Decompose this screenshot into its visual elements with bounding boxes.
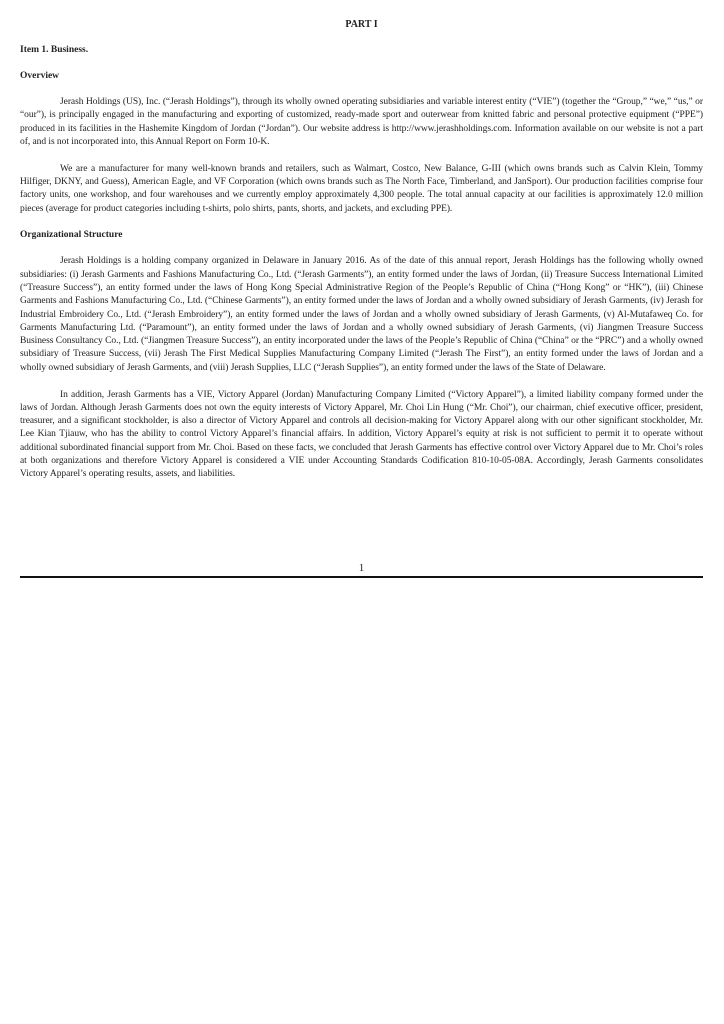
part-title: PART I — [345, 19, 378, 30]
document-page — [20, 18, 703, 495]
item-heading: Item 1. Business. — [20, 45, 89, 55]
page-footer — [20, 562, 703, 578]
section-heading-organizational-structure: Organizational Structure — [20, 230, 123, 241]
page-number: 1 — [358, 562, 365, 574]
org-structure-paragraph-2: In addition, Jerash Garments has a VIE, Victory Apparel (Jordan) Manufacturing Company Limited (“Victory Apparel”), a limited liability company formed under the laws of Jordan. Although Jerash Garments does not own the equity interests of Victory Apparel, Mr. Choi Lin Hung (“Mr. Choi”), our chairman, chief executive officer, president, treasurer, and a significant stockholder, is also a director of Victory Apparel and controls all decision-making for Victory Apparel along with our other significant stockholder, Mr. Lee Kian Tjiauw, who has the ability to control Victory Apparel’s financial affairs. In addition, Victory Apparel’s equity at risk is not sufficient to permit it to operate without additional subordinated financial support from Mr. Choi. Based on these facts, we concluded that Jerash Garments has effective control over Victory Apparel due to Mr. Choi’s roles at both organizations and therefore Victory Apparel is considered a VIE under Accounting Standards Codification 810-10-05-08A. Accordingly, Jerash Garments consolidates Victory Apparel’s operating results, assets, and liabilities. — [20, 389, 703, 480]
footer-divider — [20, 576, 703, 578]
overview-paragraph-1: Jerash Holdings (US), Inc. (“Jerash Holdings”), through its wholly owned operating subsidiaries and variable interest entity (“VIE”) (together the “Group,” “we,” “us,” or “our”), is principally engaged in the manufacturing and exporting of customized, ready-made sport and outerwear from knitted fabric and personal protective equipment (“PPE”) produced in its facilities in the Hashemite Kingdom of Jordan (“Jordan”). Our website address is http://www.jerashholdings.com. Information available on our website is not a part of, and is not incorporated into, this Annual Report on Form 10-K. — [20, 97, 703, 147]
overview-paragraph-2: We are a manufacturer for many well-known brands and retailers, such as Walmart, Costco, New Balance, G-III (which owns brands such as Calvin Klein, Tommy Hilfiger, DKNY, and Guess), American Eagle, and VF Corporation (which owns brands such as The North Face, Timberland, and JanSport). Our production facilities comprise four factory units, one workshop, and four warehouses and we currently employ approximately 4,300 people. The total annual capacity at our facilities is approximately 12.0 million pieces (average for product categories including t-shirts, polo shirts, pants, shorts, and jackets, and excluding PPE). — [20, 163, 703, 214]
section-heading-overview: Overview — [20, 71, 60, 81]
org-structure-paragraph-1: Jerash Holdings is a holding company organized in Delaware in January 2016. As of the date of this annual report, Jerash Holdings has the following wholly owned subsidiaries: (i) Jerash Garments and Fashions Manufacturing Co., Ltd. (“Jerash Garments”), an entity formed under the laws of Jordan, (ii) Treasure Success International Limited (“Treasure Success”), an entity formed under the laws of Hong Kong Special Administrative Region of the People’s Republic of China (“Hong Kong” or “HK”), (iii) Chinese Garments and Fashions Manufacturing Co., Ltd. (“Chinese Garments”), an entity formed under the laws of Jordan and a wholly owned subsidiary of Jerash Garments, (iv) Jerash for Industrial Embroidery Co., Ltd. (“Jerash Embroidery”), an entity formed under the laws of Jordan and a wholly owned subsidiary of Jerash Garments, (v) Al-Mutafaweq Co. for Garments Manufacturing Ltd. (“Paramount”), an entity formed under the laws of Jordan and a wholly owned subsidiary of Jerash Garments, (vi) Jiangmen Treasure Success Business Consultancy Co., Ltd. (“Jiangmen Treasure Success”), an entity incorporated under the laws of the People’s Republic of China (“China” or the “PRC”) and a wholly owned subsidiary of Treasure Success, (vii) Jerash The First Medical Supplies Manufacturing Company Limited (“Jerash The First”), an entity formed under the laws of Jordan and a wholly owned subsidiary of Jerash Garments, and (viii) Jerash Supplies, LLC (“Jerash Supplies”), an entity formed under the laws of the State of Delaware. — [20, 256, 703, 373]
